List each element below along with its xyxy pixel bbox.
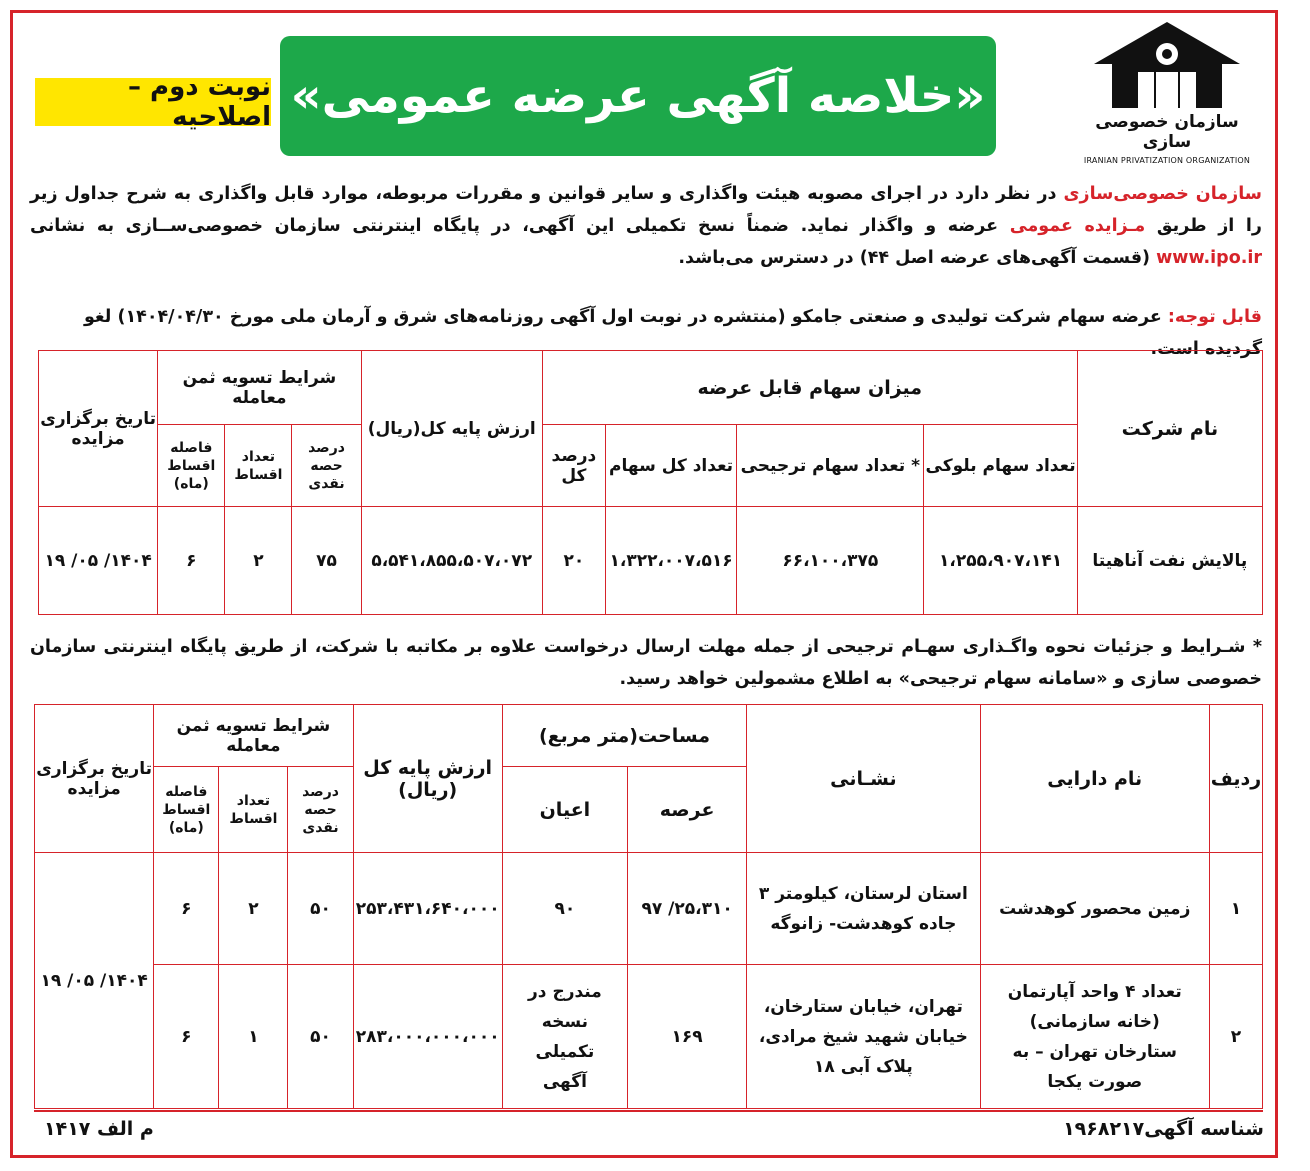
header-pct: درصد کل bbox=[542, 425, 605, 507]
shares-table bbox=[38, 350, 1263, 615]
header-inst: تعداد اقساط bbox=[225, 425, 292, 507]
intro-text-2: عرضه و واگذار نماید. ضمناً نسخ تکمیلی این آگهی، در پایگاه اینترنتی سازمان خصوصی‌ســازی به نشانی bbox=[30, 216, 1010, 236]
note-label: قابل توجه: bbox=[1167, 307, 1262, 327]
total-pct: ۲۰ bbox=[542, 507, 605, 615]
header-cash: درصد حصه نقدی bbox=[292, 425, 361, 507]
installments: ۱ bbox=[219, 965, 288, 1109]
installment-interval: ۶ bbox=[158, 507, 225, 615]
header-value: ارزش پایه کل(ریال) bbox=[361, 351, 542, 507]
header-date: تاریخ برگزاری مزایده bbox=[35, 705, 154, 853]
header-value: ارزش پایه کل (ریال) bbox=[353, 705, 502, 853]
installments: ۲ bbox=[225, 507, 292, 615]
table-row bbox=[35, 853, 1263, 965]
ipo-logo-icon bbox=[1092, 20, 1242, 110]
installments: ۲ bbox=[219, 853, 288, 965]
table-row bbox=[39, 507, 1263, 615]
asset-name: تعداد ۴ واحد آپارتمان (خانه سازمانی) ستارخان تهران – به صورت یکجا bbox=[980, 965, 1209, 1109]
block-shares: ۱،۲۵۵،۹۰۷،۱۴۱ bbox=[924, 507, 1077, 615]
row-num: ۱ bbox=[1209, 853, 1262, 965]
preferred-shares-footnote: * شـرایط و جزئیات نحوه واگـذاری سهـام ترجیحی از جمله مهلت ارسال درخواست علاوه بر مکاتبه با شرکت، از طریق پایگاه اینترنتی سازمان خصوصی سازی و «سامانه سهام ترجیحی» به اطلاع مشمولین خواهد رسید. bbox=[30, 637, 1262, 689]
org-name-en: IRANIAN PRIVATIZATION ORGANIZATION bbox=[1083, 156, 1251, 165]
ad-title: «خلاصه آگهی عرضه عمومی» bbox=[280, 36, 996, 156]
header-total: تعداد کل سهام bbox=[605, 425, 736, 507]
header-shares: میزان سهام قابل عرضه bbox=[542, 351, 1077, 425]
intro-paragraph bbox=[30, 178, 1262, 274]
land-area: ۲۵،۳۱۰/ ۹۷ bbox=[628, 853, 747, 965]
asset-address: استان لرستان، کیلومتر ۳ جاده کوهدشت- زانوگه bbox=[747, 853, 980, 965]
header-terms: شرایط تسویه ثمن معامله bbox=[158, 351, 361, 425]
header-inst: تعداد اقساط bbox=[219, 767, 288, 853]
header-pref: * تعداد سهام ترجیحی bbox=[737, 425, 924, 507]
org-name-fa: سازمان خصوصی سازی bbox=[1095, 112, 1239, 152]
auction-date: ۱۴۰۴/ ۰۵/ ۱۹ bbox=[39, 507, 158, 615]
header-row-num: ردیف bbox=[1209, 705, 1262, 853]
publication-code: م الف ۱۴۱۷ bbox=[44, 1118, 154, 1140]
footer-divider bbox=[34, 1110, 1263, 1112]
header-company: نام شرکت bbox=[1077, 351, 1262, 507]
ad-id: شناسه آگهی۱۹۶۸۲۱۷ bbox=[1063, 1118, 1264, 1140]
row-num: ۲ bbox=[1209, 965, 1262, 1109]
installment-interval: ۶ bbox=[154, 853, 219, 965]
header-building: اعیان bbox=[502, 767, 627, 853]
cash-pct: ۷۵ bbox=[292, 507, 361, 615]
base-value: ۲۸۳،۰۰۰،۰۰۰،۰۰۰ bbox=[353, 965, 502, 1109]
auction-date: ۱۴۰۴/ ۰۵/ ۱۹ bbox=[35, 853, 154, 1109]
base-value: ۲۵۳،۴۳۱،۶۴۰،۰۰۰ bbox=[353, 853, 502, 965]
header-area: مساحت(متر مربع) bbox=[502, 705, 746, 767]
asset-address: تهران، خیابان ستارخان، خیابان شهید شیخ مرادی، پلاک آبی ۱۸ bbox=[747, 965, 980, 1109]
intro-auction: مـزایده عمومی bbox=[1009, 216, 1146, 236]
intro-org: سازمان خصوصی‌سازی bbox=[1063, 184, 1262, 204]
header-interval: فاصله اقساط (ماه) bbox=[154, 767, 219, 853]
header-terms: شرایط تسویه ثمن معامله bbox=[154, 705, 353, 767]
note-text: عرضه سهام شرکت تولیدی و صنعتی جامکو (منتشره در نوبت اول آگهی روزنامه‌های شرق و آرمان ملی مورخ ۱۴۰۴/۰۴/۳۰) لغو گردیده است. bbox=[83, 307, 1262, 359]
header-asset: نام دارایی bbox=[980, 705, 1209, 853]
intro-text-1: در نظر دارد در اجرای مصوبه هیئت واگذاری و سایر قوانین و مقررات مربوطه، موارد قابل واگذاری به شرح جداول زیر را از طریق bbox=[30, 184, 1262, 236]
edition-badge: نوبت دوم – اصلاحیه bbox=[35, 78, 271, 126]
cash-pct: ۵۰ bbox=[288, 965, 353, 1109]
base-value: ۵،۵۴۱،۸۵۵،۵۰۷،۰۷۲ bbox=[361, 507, 542, 615]
asset-name: زمین محصور کوهدشت bbox=[980, 853, 1209, 965]
cash-pct: ۵۰ bbox=[288, 853, 353, 965]
org-logo bbox=[1072, 20, 1262, 165]
assets-table bbox=[34, 704, 1263, 1109]
header-address: نشـانی bbox=[747, 705, 980, 853]
header-block: تعداد سهام بلوکی bbox=[924, 425, 1077, 507]
land-area: ۱۶۹ bbox=[628, 965, 747, 1109]
company-name: پالایش نفت آناهیتا bbox=[1077, 507, 1262, 615]
table-row bbox=[35, 965, 1263, 1109]
building-area: ۹۰ bbox=[502, 853, 627, 965]
header-cash: درصد حصه نقدی bbox=[288, 767, 353, 853]
building-area: مندرج در نسخه تکمیلی آگهی bbox=[502, 965, 627, 1109]
website-link[interactable]: www.ipo.ir bbox=[1156, 248, 1262, 268]
header-date: تاریخ برگزاری مزایده bbox=[39, 351, 158, 507]
total-shares: ۱،۳۲۲،۰۰۷،۵۱۶ bbox=[605, 507, 736, 615]
pref-shares: ۶۶،۱۰۰،۳۷۵ bbox=[737, 507, 924, 615]
header-land: عرصه bbox=[628, 767, 747, 853]
header-interval: فاصله اقساط (ماه) bbox=[158, 425, 225, 507]
intro-text-3: (قسمت آگهی‌های عرضه اصل ۴۴) در دسترس می‌باشد. bbox=[678, 248, 1157, 268]
installment-interval: ۶ bbox=[154, 965, 219, 1109]
